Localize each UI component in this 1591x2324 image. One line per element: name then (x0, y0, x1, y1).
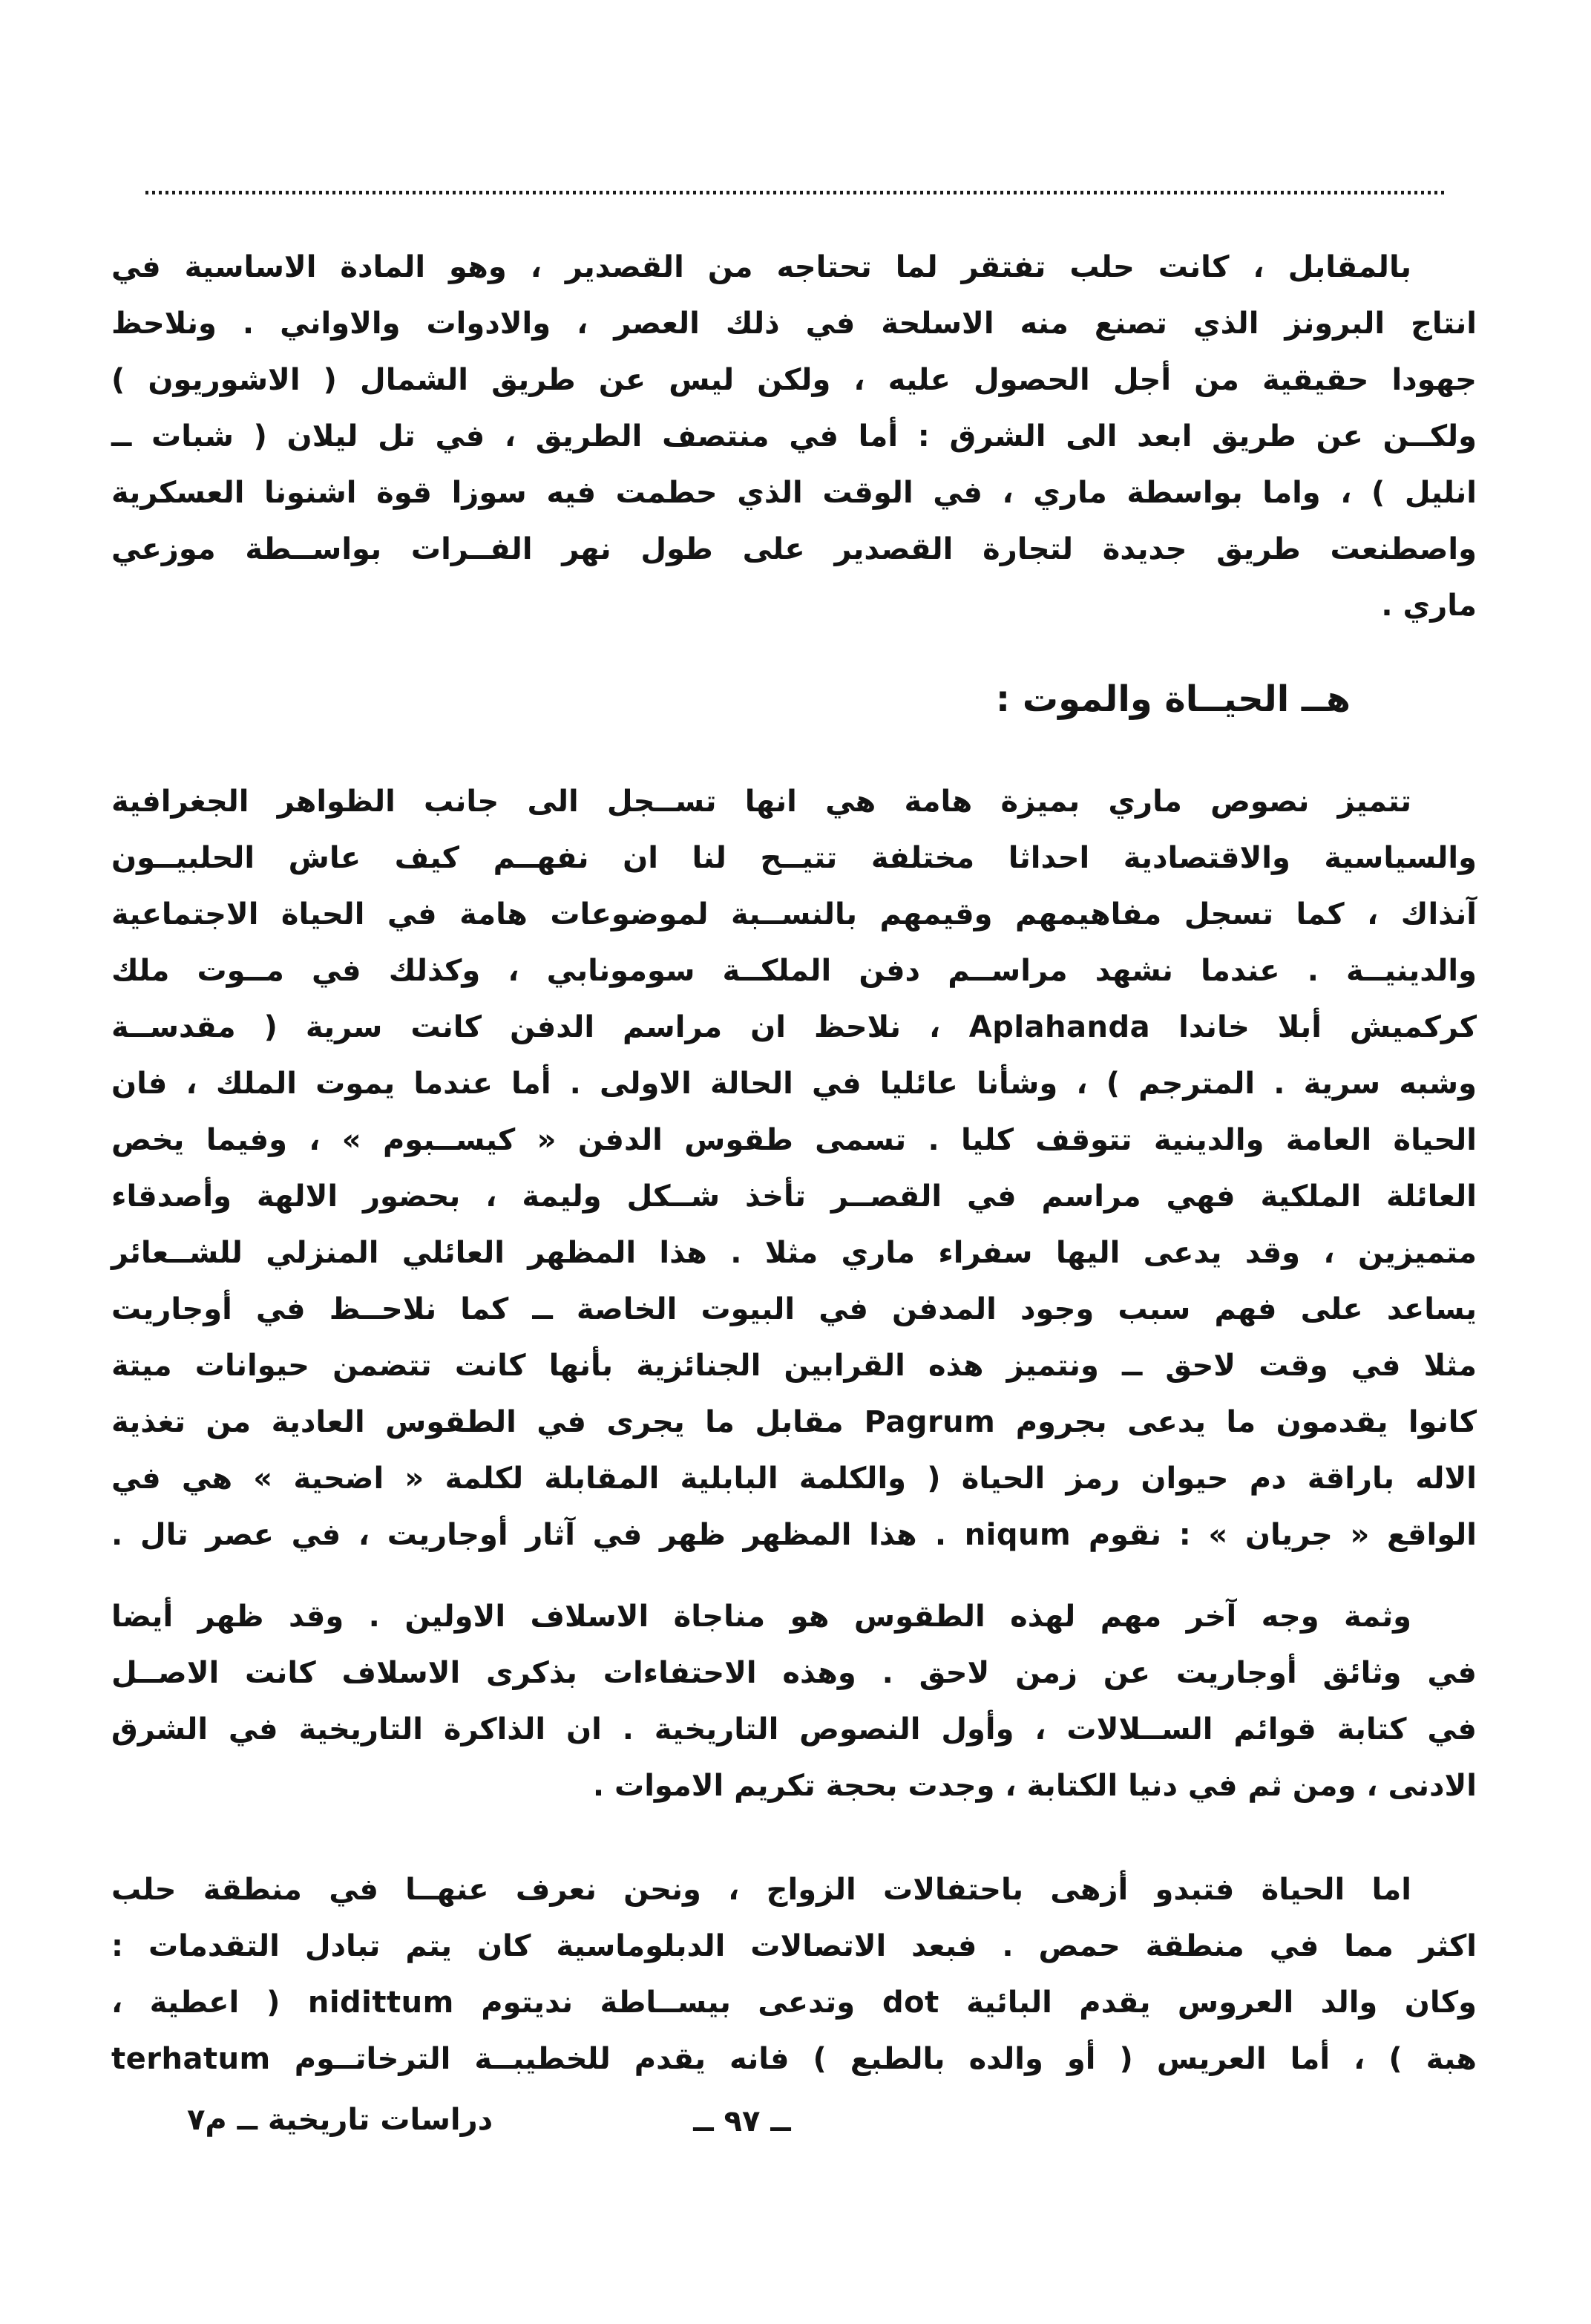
paragraph-mari-texts-burial-rites (111, 773, 1477, 1563)
text-line: الحياة العامة والدينية تتوقف كليا . تسمى طقوس الدفن « كيســبوم » ، وفيما يخص (111, 1123, 1477, 1157)
text-line: تتميز نصوص ماري بميزة هامة هي انها تســجل الى جانب الظواهر الجغرافية (111, 785, 1411, 819)
text-line: وثمة وجه آخر مهم لهذه الطقوس هو مناجاة الاسلاف الاولين . وقد ظهر أيضا (111, 1600, 1411, 1634)
text-line: متميزين ، وقد يدعى اليها سفراء ماري مثلا . هذا المظهر العائلي المنزلي للشــعائر (111, 1236, 1477, 1270)
paragraph-ancestor-commemoration (111, 1588, 1477, 1814)
section-heading-life-and-death: هــ الحيــاة والموت : (995, 678, 1351, 720)
text-line: واصطنعت طريق جديدة لتجارة القصدير على طول نهر الفــرات بواســطة موزعي (111, 532, 1477, 566)
text-line: الادنى ، ومن ثم في دنيا الكتابة ، وجدت بحجة تكريم الاموات . (592, 1769, 1477, 1803)
text-line: ولكــن عن طريق ابعد الى الشرق : أما في منتصف الطريق ، في تل ليلان ( شبات ــ (111, 419, 1477, 454)
text-line: في وثائق أوجاريت عن زمن لاحق . وهذه الاحتفاءات بذكرى الاسلاف كانت الاصــل (111, 1656, 1477, 1690)
page-number: ــ ٩٧ ــ (693, 2104, 791, 2138)
text-line: ماري . (1381, 589, 1477, 623)
text-line: اكثر مما في منطقة حمص . فبعد الاتصالات الدبلوماسية كان يتم تبادل التقدمات : (111, 1929, 1477, 1963)
text-line: انتاج البرونز الذي تصنع منه الاسلحة في ذلك العصر ، والادوات والاواني . ونلاحظ (111, 307, 1477, 341)
text-line: بالمقابل ، كانت حلب تفتقر لما تحتاجه من القصدير ، وهو المادة الاساسية في (111, 250, 1411, 284)
text-line: وشبه سرية . المترجم ) ، وشأنا عائليا في الحالة الاولى . أما عندما يموت الملك ، فان (111, 1067, 1477, 1101)
text-line: العائلة الملكية فهي مراسم في القصــر تأخذ شــكل وليمة ، بحضور الالهة وأصدقاء (111, 1179, 1477, 1214)
page-body-text (111, 0, 1477, 2087)
text-line: في كتابة قوائم الســلالات ، وأول النصوص التاريخية . ان الذاكرة التاريخية في الشرق (111, 1712, 1477, 1747)
text-line: كانوا يقدمون ما يدعى بجروم Pagrum مقابل ما يجرى في الطقوس العادية من تغذية (111, 1405, 1477, 1439)
text-line: هبة ) ، أما العريس ( أو والده بالطبع ) فانه يقدم للخطيبــة الترخاتــوم terhatum (111, 2042, 1477, 2076)
footer-series-note: دراسات تاريخية ــ م٧ (187, 2103, 493, 2137)
paragraph-tin-trade (111, 239, 1477, 634)
text-line: مثلا في وقت لاحق ــ ونتميز هذه القرابين الجنائزية بأنها كانت تتضمن حيوانات ميتة (111, 1349, 1477, 1383)
text-line: وكان والد العروس يقدم البائية dot وتدعى بيســاطة نديتوم nidittum ( اعطية ، (111, 1986, 1477, 2020)
paragraph-marriage-celebrations (111, 1862, 1477, 2087)
text-line: والسياسية والاقتصادية احداثا مختلفة تتيــح لنا ان نفهــم كيف عاش الحلبيــون (111, 841, 1477, 875)
text-line: آنذاك ، كما تسجل مفاهيمهم وقيمهم بالنســبة لموضوعات هامة في الحياة الاجتماعية (111, 897, 1477, 932)
text-line: الواقع « جريان » : نقوم niqum . هذا المظهر ظهر في آثار أوجاريت ، في عصر تال . (111, 1518, 1477, 1552)
text-line: انليل ) ، واما بواسطة ماري ، في الوقت الذي حطمت فيه سوزا قوة اشنونا العسكرية (111, 476, 1477, 510)
text-line: اما الحياة فتبدو أزهى باحتفالات الزواج ، ونحن نعرف عنهــا في منطقة حلب (111, 1873, 1411, 1907)
text-line: جهودا حقيقية من أجل الحصول عليه ، ولكن ليس عن طريق الشمال ( الاشوريون ) (111, 363, 1477, 397)
text-line: كركميش أبلا خاندا Aplahanda ، نلاحظ ان مراسم الدفن كانت سرية ( مقدســة (111, 1010, 1477, 1044)
text-line: الاله باراقة دم حيوان رمز الحياة ( والكلمة البابلية المقابلة لكلمة « اضحية » هي في (111, 1461, 1477, 1496)
text-line: والدينيــة . عندما نشهد مراســم دفن الملكــة سومونابي ، وكذلك في مــوت ملك (111, 954, 1477, 988)
text-line: يساعد على فهم سبب وجود المدفن في البيوت الخاصة ــ كما نلاحــظ في أوجاريت (111, 1292, 1477, 1326)
